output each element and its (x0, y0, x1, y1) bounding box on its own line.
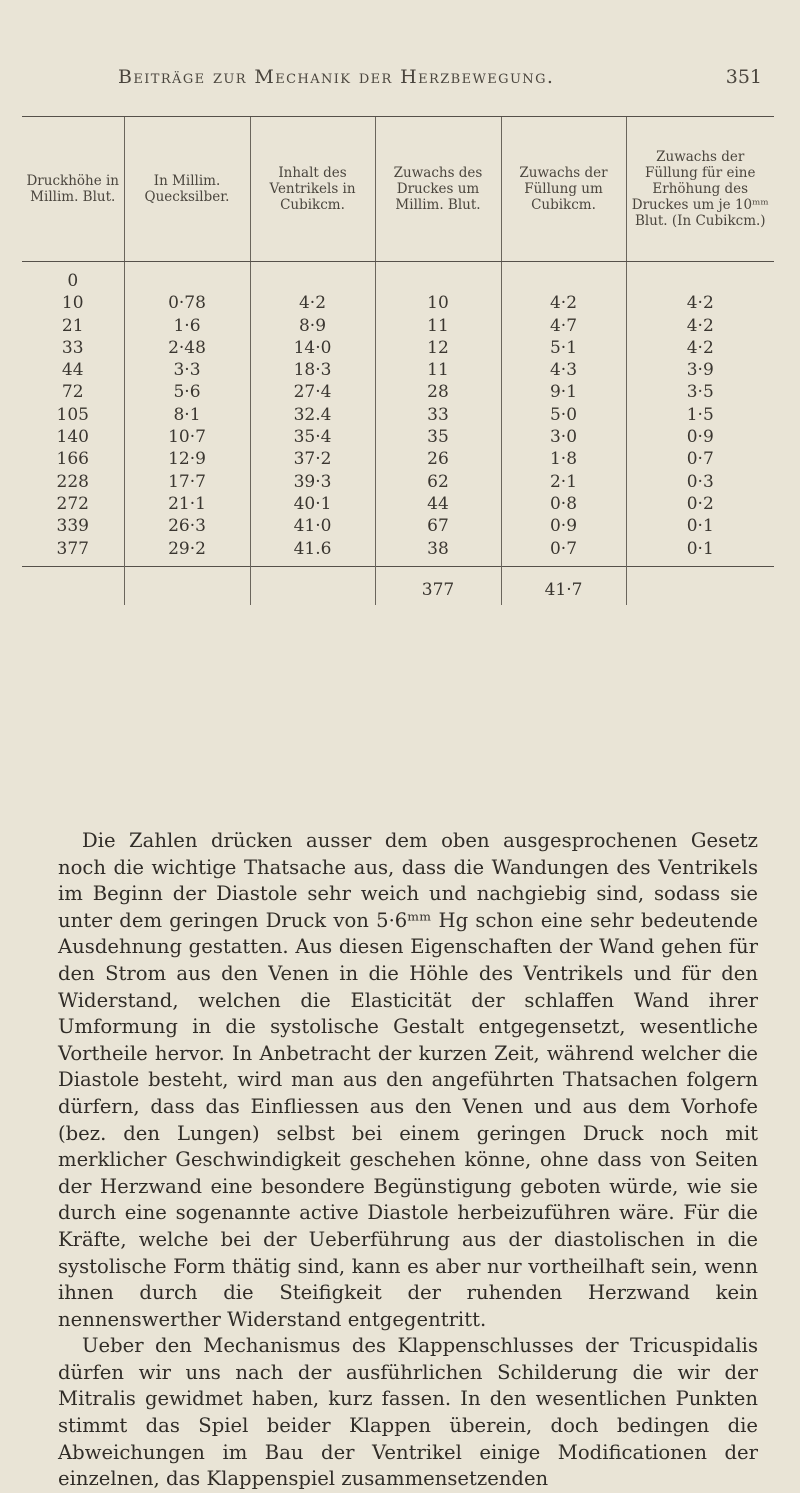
col-header-zuwachs-pro-10mm: Zuwachs der Füllung für eine Erhöhung des Druckes um je 10ᵐᵐ Blut. (In Cubikcm.) (626, 117, 774, 262)
table-cell: 27·4 (250, 381, 375, 403)
table-cell: 4·2 (626, 315, 774, 337)
table-cell: 0 (67, 271, 79, 291)
table-cell: 2·1 (501, 471, 626, 493)
table-cell: 228 (56, 471, 89, 492)
table-cell: 10·7 (124, 426, 250, 448)
table-cell: 8·9 (250, 315, 375, 337)
table-cell: 28 (375, 381, 501, 403)
table-cell: 37·2 (250, 448, 375, 470)
table-cell: 0·7 (626, 448, 774, 470)
table-cell: 11 (375, 359, 501, 381)
table-cell: 10 (61, 293, 84, 314)
page-number: 351 (725, 66, 762, 88)
table-cell: 0·78 (124, 292, 250, 314)
table-cell: 41·0 (250, 515, 375, 537)
table-row (22, 493, 774, 515)
data-table-container (22, 116, 774, 605)
table-cell: 3·0 (501, 426, 626, 448)
table-row (22, 381, 774, 403)
table-row (22, 404, 774, 426)
table-cell: 5·0 (501, 404, 626, 426)
table-cell: 12 (375, 337, 501, 359)
pressure-volume-table (22, 116, 774, 605)
col-header-zuwachs-druck: Zuwachs des Druckes um Millim. Blut. (375, 117, 501, 262)
table-cell: 40·1 (250, 493, 375, 515)
table-cell: 12·9 (124, 448, 250, 470)
table-cell: 9·1 (501, 381, 626, 403)
total-cell (124, 566, 250, 605)
table-cell: 8·1 (124, 404, 250, 426)
col-header-zuwachs-fuellung: Zuwachs der Füllung um Cubikcm. (501, 117, 626, 262)
table-cell: 67 (375, 515, 501, 537)
table-cell: 4·2 (626, 337, 774, 359)
table-cell: 35·4 (250, 426, 375, 448)
table-cell: 21 (61, 315, 84, 336)
table-row (22, 426, 774, 448)
table-cell: 0·1 (626, 538, 774, 567)
table-cell: 35 (375, 426, 501, 448)
running-header (0, 66, 800, 100)
table-cell: 0·8 (501, 493, 626, 515)
table-cell: 4·3 (501, 359, 626, 381)
table-cell: 0·9 (501, 515, 626, 537)
table-cell: 166 (56, 449, 89, 470)
table-row (22, 262, 774, 293)
table-cell: 44 (61, 360, 84, 381)
table-cell: 72 (61, 382, 84, 403)
table-cell: 38 (375, 538, 501, 567)
body-text (58, 828, 758, 1493)
table-cell: 1·8 (501, 448, 626, 470)
table-cell: 39·3 (250, 471, 375, 493)
col-header-inhalt: Inhalt des Ventrikels in Cubikcm. (250, 117, 375, 262)
table-cell: 14·0 (250, 337, 375, 359)
table-cell: 33 (375, 404, 501, 426)
table-cell: 32.4 (250, 404, 375, 426)
table-cell: 4·2 (250, 292, 375, 314)
table-cell: 4·2 (626, 292, 774, 314)
table-cell: 0·3 (626, 471, 774, 493)
table-cell (626, 262, 774, 293)
table-cell: 17·7 (124, 471, 250, 493)
table-cell: 3·3 (124, 359, 250, 381)
table-cell: 140 (56, 427, 89, 448)
table-cell: 41.6 (250, 538, 375, 567)
table-row (22, 292, 774, 314)
table-cell: 0·9 (626, 426, 774, 448)
table-cell: 3·9 (626, 359, 774, 381)
table-cell: 11 (375, 315, 501, 337)
table-row (22, 448, 774, 470)
table-cell: 10 (375, 292, 501, 314)
table-cell: 5·6 (124, 381, 250, 403)
table-cell: 0·1 (626, 515, 774, 537)
total-cell (22, 566, 124, 605)
table-cell: 105 (56, 404, 89, 425)
running-title: Beiträge zur Mechanik der Herzbewegung. (118, 66, 555, 88)
table-row (22, 471, 774, 493)
table-cell: 29·2 (124, 538, 250, 567)
table-cell: 0·7 (501, 538, 626, 567)
table-totals-row (22, 566, 774, 605)
col-header-quecksilber: In Millim. Quecksilber. (124, 117, 250, 262)
table-row (22, 515, 774, 537)
table-row (22, 337, 774, 359)
table-cell: 44 (375, 493, 501, 515)
table-header-row (22, 117, 774, 262)
total-cell: 377 (375, 566, 501, 605)
table-cell (250, 262, 375, 293)
table-cell: 4·2 (501, 292, 626, 314)
table-row (22, 315, 774, 337)
table-cell (124, 262, 250, 293)
paragraph: Die Zahlen drücken ausser dem oben ausgesprochenen Gesetz noch die wichtige Thatsache aus, dass die Wandungen des Ventrikels im Beginn der Diastole sehr weich und nachgiebig sind, sodass sie unter dem geringen Druck von 5·6ᵐᵐ Hg schon eine sehr bedeutende Ausdehnung gestatten. Aus diesen Eigenschaften der Wand gehen für den Strom aus den Venen in die Höhle des Ventrikels und für den Widerstand, welchen die Elasticität der schlaffen Wand ihrer Umformung in die systolische Gestalt entgegensetzt, wesentliche Vortheile hervor. In Anbetracht der kurzen Zeit, während welcher die Diastole besteht, wird man aus den angeführten Thatsachen folgern dürfern, dass das Einfliessen aus den Venen und aus dem Vorhofe (bez. den Lungen) selbst bei einem geringen Druck noch mit merklicher Geschwindigkeit geschehen könne, ohne dass von Seiten der Herzwand eine besondere Begünstigung geboten würde, wie sie durch eine sogenannte active Diastole herbeizuführen wäre. Für die Kräfte, welche bei der Ueberführung aus der diastolischen in die systolische Form thätig sind, kann es aber nur vortheilhaft sein, wenn ihnen durch die Steifigkeit der ruhenden Herzwand kein nennenswerther Widerstand entgegentritt. (58, 829, 758, 1331)
table-cell: 272 (56, 493, 89, 514)
table-cell: 1·6 (124, 315, 250, 337)
table-cell: 62 (375, 471, 501, 493)
table-cell: 377 (56, 538, 89, 559)
table-cell: 0·2 (626, 493, 774, 515)
total-cell (250, 566, 375, 605)
table-cell: 26·3 (124, 515, 250, 537)
total-cell (626, 566, 774, 605)
table-cell: 2·48 (124, 337, 250, 359)
total-cell: 41·7 (501, 566, 626, 605)
table-body (22, 262, 774, 605)
table-cell: 5·1 (501, 337, 626, 359)
table-cell: 21·1 (124, 493, 250, 515)
table-row (22, 359, 774, 381)
table-cell: 18·3 (250, 359, 375, 381)
table-cell: 33 (61, 337, 84, 358)
table-cell (501, 262, 626, 293)
table-cell: 4·7 (501, 315, 626, 337)
table-cell: 26 (375, 448, 501, 470)
table-cell: 1·5 (626, 404, 774, 426)
col-header-druckhoehe: Druckhöhe in Millim. Blut. (22, 117, 124, 262)
table-cell (375, 262, 501, 293)
table-cell: 3·5 (626, 381, 774, 403)
table-cell: 339 (56, 516, 89, 537)
paragraph: Ueber den Mechanismus des Klappenschlusses der Tricuspidalis dürfen wir uns nach der ausführlichen Schilderung die wir der Mitralis gewidmet haben, kurz fassen. In den wesentlichen Punkten stimmt das Spiel beider Klappen überein, doch bedingen die Abweichungen im Bau der Ventrikel einige Modificationen der einzelnen, das Klappenspiel zusammensetzenden (58, 1334, 758, 1491)
table-row (22, 538, 774, 567)
